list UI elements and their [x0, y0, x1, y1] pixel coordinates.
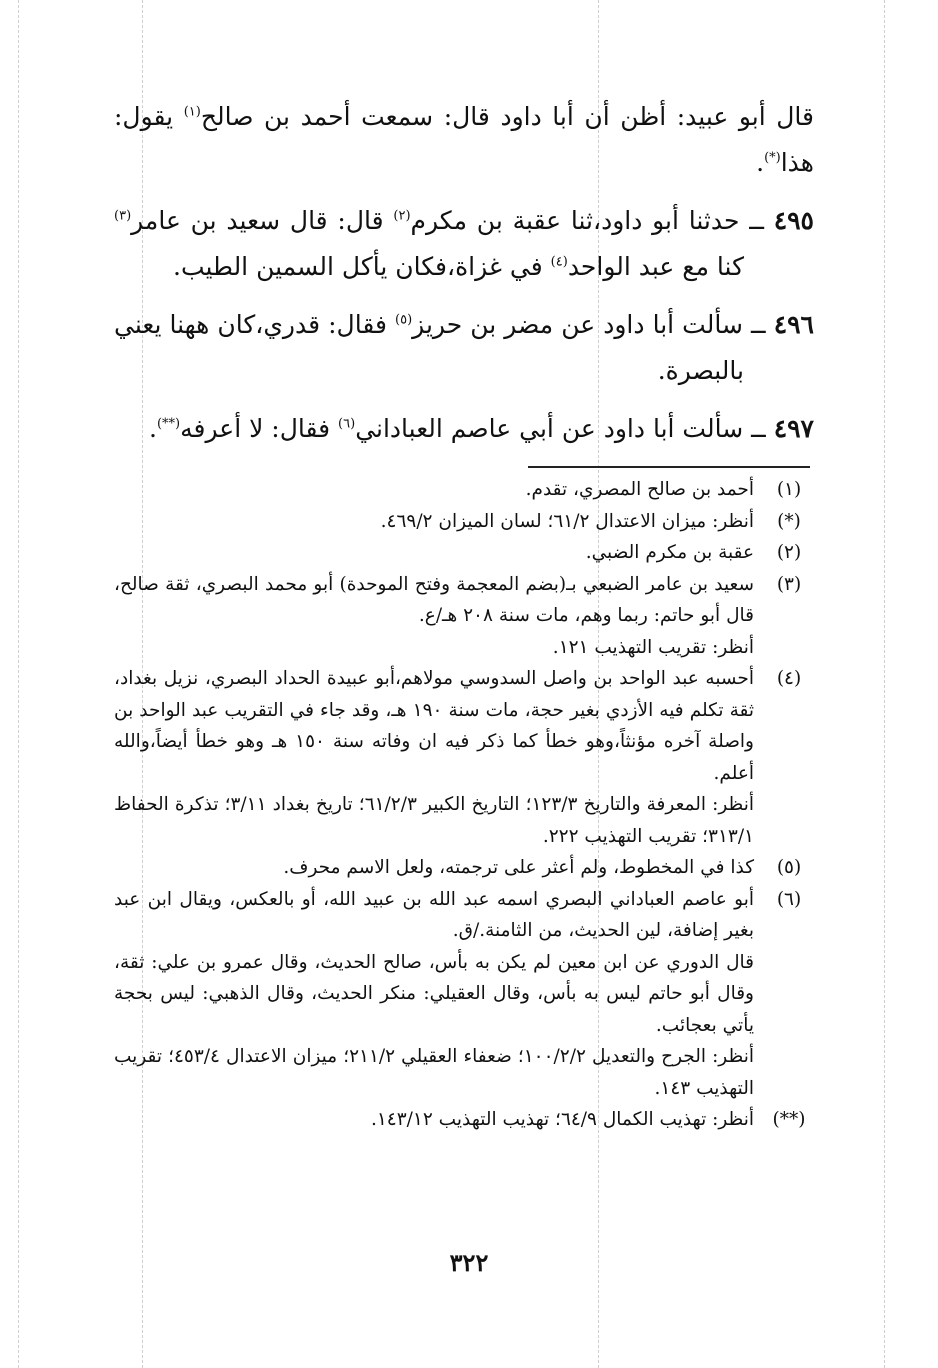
footnote-marker: (٤) — [776, 668, 802, 689]
footnote-text: أنظر: الجرح والتعديل ١٠٠/٢/٢؛ ضعفاء العقيلي ٢١١/٢؛ ميزان الاعتدال ٤٥٣/٤؛ تقريب التهذيب ١٤٣. — [114, 1046, 754, 1099]
entry-text: . — [149, 414, 157, 443]
footnote-marker: (**) — [772, 1109, 806, 1130]
footnote-text: أحسبه عبد الواحد بن واصل السدوسي مولاهم،أبو عبيدة الحداد البصري، نزيل بغداد، ثقة تكلم فيه الأزدي بغير حجة، مات سنة ١٩٠ هـ، وقد جاء في التقريب عبد الواحد بن واصلة آخره مؤنثاً،وهو خطأ كما ذكر فيه ان وفاته سنة ١٥٠ هـ وهو خطأ أيضاً،والله أعلم. — [114, 668, 755, 784]
footnote-continuation — [114, 632, 814, 664]
footnote-text: عقبة بن مكرم الضبي. — [585, 542, 754, 563]
entry-495 — [114, 198, 814, 290]
entry-text: فقال: لا أعرفه — [180, 414, 331, 443]
footnote-continuation — [114, 1041, 814, 1104]
footnote-text: كذا في المخطوط، ولم أعثر على ترجمته، ولعل الاسم محرف. — [283, 857, 754, 878]
footnote — [114, 663, 814, 789]
intro-text: قال أبو عبيد: أظن أن أبا داود قال: سمعت أحمد بن صالح — [200, 102, 814, 131]
entry-496 — [114, 302, 814, 394]
entry-text: في غزاة،فكان يأكل السمين الطيب. — [173, 252, 543, 281]
entry-number: ٤٩٧ — [773, 414, 814, 443]
footnotes — [114, 474, 814, 1136]
entry-text: ــ سألت أبا داود عن مضر بن حريز — [412, 310, 766, 339]
page-number: ٣٢٢ — [449, 1248, 489, 1277]
footnote — [114, 506, 814, 538]
footnote-text: قال الدوري عن ابن معين لم يكن به بأس، صالح الحديث، وقال عمرو بن علي: ثقة، وقال أبو حاتم ليس به بأس، وقال العقيلي: منكر الحديث، وقال الذهبي: ليس بحجة يأتي بعجائب. — [114, 951, 754, 1036]
intro-text: يقول: هذا — [114, 102, 814, 177]
entry-text: ــ سألت أبا داود عن أبي عاصم العباداني — [355, 414, 766, 443]
footnote-marker: (*) — [777, 510, 801, 532]
main-text — [114, 94, 814, 464]
footnote — [114, 474, 814, 506]
footnote-marker: (٢) — [776, 542, 802, 563]
footnote-ref: (٦) — [338, 416, 356, 432]
scan-guide-line — [884, 0, 885, 1368]
entry-text: فقال: قدري،كان ههنا يعني بالبصرة. — [114, 310, 744, 385]
footnote-text: أنظر: ميزان الاعتدال ٦١/٢؛ لسان الميزان ٤٦٩/٢. — [380, 510, 754, 532]
footnote — [114, 1104, 814, 1136]
footnote — [114, 537, 814, 569]
footnote-ref: (٣) — [114, 208, 132, 224]
footnote-text: أحمد بن صالح المصري، تقدم. — [525, 479, 754, 500]
footnote-marker: (٦) — [776, 888, 802, 910]
footnote — [114, 569, 814, 632]
footnote-continuation — [114, 947, 814, 1042]
entry-text: كنا مع عبد الواحد — [567, 252, 744, 281]
footnote-ref: (*) — [764, 150, 781, 166]
footnote-continuation — [114, 789, 814, 852]
entry-number: ٤٩٥ — [773, 206, 814, 235]
footnote-text: أنظر: المعرفة والتاريخ ١٢٣/٣؛ التاريخ الكبير ٦١/٢/٣؛ تاريخ بغداد ٣/١١؛ تذكرة الحفاظ ٣١٣/١؛ تقريب التهذيب ٢٢٢. — [114, 794, 754, 847]
footnote — [114, 884, 814, 947]
entry-text: قال: قال سعيد بن عامر — [131, 206, 384, 235]
footnote-ref: (**) — [156, 416, 181, 432]
entry-text: ــ حدثنا أبو داود،ثنا عقبة بن مكرم — [410, 206, 764, 235]
footnote-ref: (٥) — [395, 312, 413, 328]
scan-guide-line — [18, 0, 19, 1368]
footnote-text: سعيد بن عامر الضبعي بـ(بضم المعجمة وفتح الموحدة) أبو محمد البصري، ثقة صالح، قال أبو حاتم: ربما وهم، مات سنة ٢٠٨ هـ/ع. — [114, 573, 754, 626]
footnote-ref: (١) — [183, 104, 201, 120]
footnote-marker: (٥) — [776, 857, 802, 878]
footnote-ref: (٤) — [550, 254, 568, 270]
entry-number: ٤٩٦ — [773, 310, 814, 339]
footnote-text: أبو عاصم العباداني البصري اسمه عبد الله بن عبيد الله، أو بالعكس، ويقال ابن عبد بغير إضافة، لين الحديث، من الثامنة./ق. — [114, 888, 754, 941]
footnote-marker: (١) — [776, 479, 802, 500]
entry-497 — [114, 406, 814, 452]
footnote-separator — [528, 466, 810, 468]
footnote-text: أنظر: تهذيب الكمال ٦٤/٩؛ تهذيب التهذيب ١٤٣/١٢. — [370, 1109, 754, 1130]
footnote-text: أنظر: تقريب التهذيب ١٢١. — [552, 636, 754, 658]
intro-paragraph: قال أبو عبيد: أظن أن أبا داود قال: سمعت أحمد بن صالح$^{(١)}$ يقول: هذا(*). — [114, 102, 814, 177]
footnote-marker: (٣) — [776, 573, 802, 595]
footnote — [114, 852, 814, 884]
footnote-ref: (٢) — [393, 208, 411, 224]
